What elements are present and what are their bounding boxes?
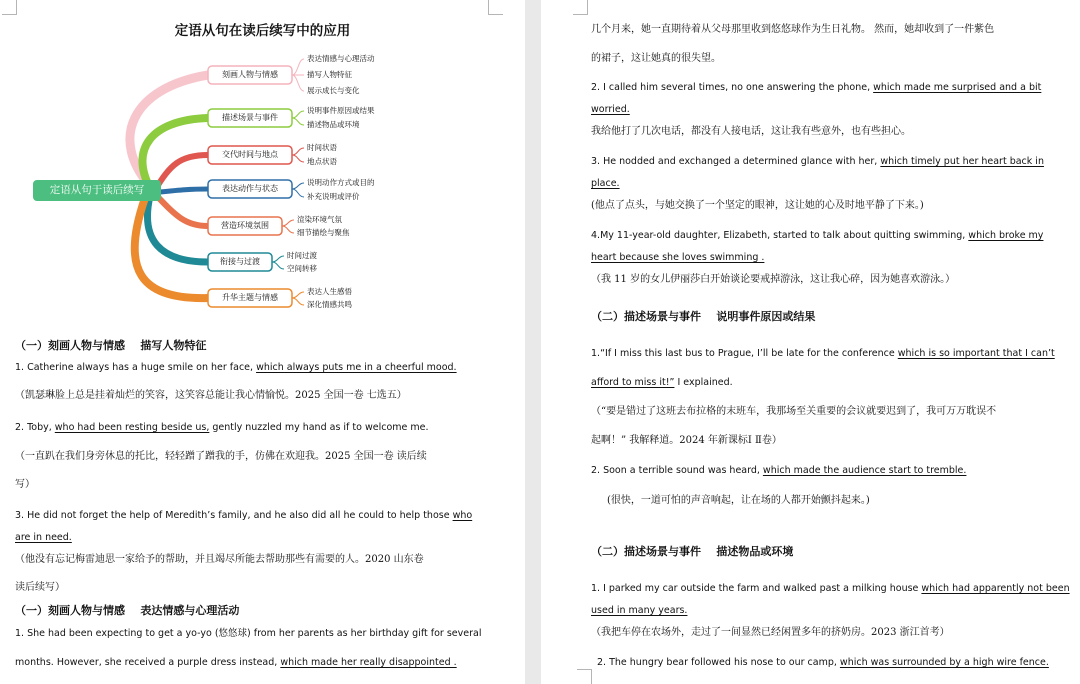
example-sentence-cont: heart because she loves swimming .	[591, 252, 765, 263]
example-sentence-cont: are in need.	[15, 532, 72, 543]
example-translation: 起啊！” 我解释道。2024 年新课标Ⅰ Ⅱ卷）	[591, 435, 782, 446]
leaf-label: 时间状语	[307, 143, 337, 152]
document-page-right	[541, 0, 1080, 684]
leaf-label: 描述物品或环境	[307, 120, 360, 129]
leaf-label: 补充说明或评价	[307, 192, 360, 201]
leaf-label: 说明事件原因或结果	[307, 106, 375, 115]
branch-label-7: 升华主题与情感	[222, 293, 278, 302]
leaf-label: 深化情感共鸣	[307, 300, 352, 309]
example-sentence: 1. I parked my car outside the farm and walked past a milking house which had apparently not been	[591, 583, 1070, 594]
example-translation: 我给他打了几次电话，都没有人接电话，这让我有些意外，也有些担心。	[591, 126, 911, 137]
branch-curve-4	[160, 189, 208, 192]
mindmap-center-label: 定语从句于读后续写	[49, 184, 145, 196]
crop-mark	[573, 0, 588, 15]
branch-curve-6	[147, 196, 208, 262]
branch-label-4: 表达动作与状态	[222, 184, 278, 193]
example-sentence-cont: afford to miss it!” I explained.	[591, 377, 733, 388]
leaf-label: 展示成长与变化	[307, 86, 360, 95]
example-translation: （凯瑟琳脸上总是挂着灿烂的笑容，这笑容总能让我心情愉悦。2025 全国一卷 七选五）	[15, 390, 407, 401]
example-translation: （他没有忘记梅雷迪思一家给予的帮助，并且竭尽所能去帮助那些有需要的人。2020 山东卷	[15, 554, 424, 565]
branch-label-6: 衔接与过渡	[220, 257, 260, 266]
example-sentence: 3. He nodded and exchanged a determined glance with her, which timely put her heart back in	[591, 156, 1044, 167]
leaf-label: 地点状语	[307, 157, 337, 166]
example-sentence-cont: months. However, she received a purple dress instead, which made her really disappointed .	[15, 657, 457, 668]
example-translation: （“要是错过了这班去布拉格的末班车，我那场至关重要的会议就要迟到了，我可万万耽误不	[591, 406, 997, 417]
example-translation: 读后续写）	[15, 582, 65, 593]
example-sentence: 1. She had been expecting to get a yo-yo (悠悠球) from her parents as her birthday gift for several	[15, 628, 482, 639]
example-sentence-cont: used in many years.	[591, 605, 688, 616]
example-sentence: 2. Soon a terrible sound was heard, which made the audience start to tremble.	[591, 465, 967, 476]
example-translation: （我 11 岁的女儿伊丽莎白开始谈论要戒掉游泳，这让我心碎，因为她喜欢游泳。）	[591, 274, 956, 285]
example-sentence: 1.“If I miss this last bus to Prague, I’ll be late for the conference which is so important that I can’t	[591, 348, 1055, 359]
branch-curve-5	[155, 194, 208, 226]
leaf-label: 描写人物特征	[307, 70, 352, 79]
example-sentence: 1. Catherine always has a huge smile on her face, which always puts me in a cheerful mood.	[15, 362, 457, 373]
example-sentence: 2. The hungry bear followed his nose to our camp, which was surrounded by a high wire fence.	[597, 657, 1049, 668]
leaf-label: 时间过渡	[287, 251, 317, 260]
translation-continued: 的裙子，这让她真的很失望。	[591, 53, 721, 64]
example-sentence: 2. Toby, who had been resting beside us, gently nuzzled my hand as if to welcome me.	[15, 422, 429, 433]
section-heading: （一）刻画人物与情感 描写人物特征	[15, 339, 207, 352]
example-translation: (很快，一道可怕的声音响起，让在场的人都开始颤抖起来。)	[607, 495, 870, 506]
translation-continued: 几个月来，她一直期待着从父母那里收到悠悠球作为生日礼物。 然而，她却收到了一件紫色	[591, 24, 995, 35]
branch-label-3: 交代时间与地点	[222, 150, 278, 159]
example-sentence: 4.My 11-year-old daughter, Elizabeth, started to talk about quitting swimming, which broke my	[591, 230, 1044, 241]
section-heading: （二）描述场景与事件 描述物品或环境	[591, 545, 794, 558]
leaf-label: 表达情感与心理活动	[307, 54, 375, 63]
example-translation: （我把车停在农场外，走过了一间显然已经闲置多年的挤奶房。2023 浙江首考）	[591, 627, 950, 638]
example-sentence-cont: worried.	[591, 104, 630, 115]
example-translation: (他点了点头，与她交换了一个坚定的眼神，这让她的心及时地平静了下来。)	[591, 200, 924, 211]
example-sentence-cont: place.	[591, 178, 620, 189]
branch-label-1: 刻画人物与情感	[222, 70, 278, 79]
page-title: 定语从句在读后续写中的应用	[174, 23, 351, 39]
branch-label-2: 描述场景与事件	[222, 113, 278, 122]
branch-label-5: 营造环境氛围	[221, 221, 269, 230]
section-heading: （一）刻画人物与情感 表达情感与心理活动	[15, 604, 240, 617]
example-sentence: 2. I called him several times, no one answering the phone, which made me surprised and a bit	[591, 82, 1042, 93]
section-heading: （二）描述场景与事件 说明事件原因或结果	[591, 310, 816, 323]
document-page-left	[0, 0, 525, 684]
leaf-label: 细节描绘与聚焦	[297, 228, 350, 237]
branch-curve-3	[155, 155, 208, 190]
crop-mark	[577, 669, 592, 684]
leaf-label: 说明动作方式或目的	[307, 178, 375, 187]
mindmap	[0, 0, 525, 330]
leaf-label: 表达人生感悟	[307, 287, 352, 296]
example-sentence: 3. He did not forget the help of Meredith’s family, and he also did all he could to help those who	[15, 510, 473, 521]
example-translation: （一直趴在我们身旁休息的托比，轻轻蹭了蹭我的手，仿佛在欢迎我。2025 全国一卷 读后续	[15, 451, 427, 462]
leaf-label: 空间转移	[287, 264, 317, 273]
example-translation: 写）	[15, 479, 35, 490]
leaf-label: 渲染环境气氛	[297, 215, 342, 224]
